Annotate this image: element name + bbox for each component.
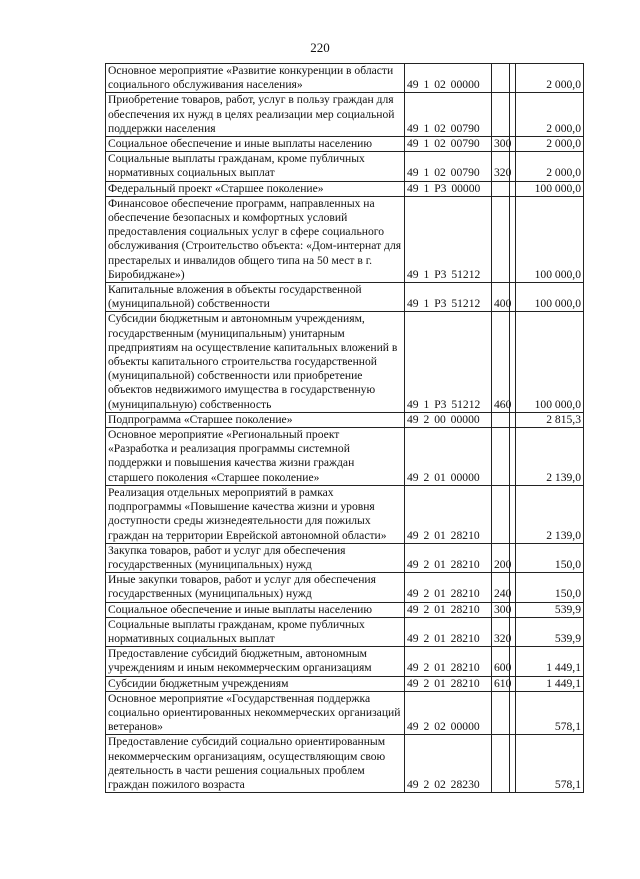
row-name: Социальное обеспечение и иные выплаты населению xyxy=(108,602,373,616)
row-name-cell xyxy=(106,676,405,691)
row-name: Предоставление субсидий социально ориентированным некоммерческим организациям, осуществляющим свою деятельность в части решения социальных проблем граждан пожилого возраста xyxy=(108,735,386,791)
row-expense-type xyxy=(492,735,510,793)
row-amount: 100 000,0 xyxy=(516,196,584,282)
row-code: 49 2 01 28210 xyxy=(405,485,492,543)
row-expense-type: 460 xyxy=(492,312,510,412)
row-code: 49 1 P3 51212 xyxy=(405,283,492,312)
row-name-cell xyxy=(106,573,405,602)
table-row xyxy=(106,543,584,572)
row-expense-type: 300 xyxy=(492,602,510,617)
row-name: Субсидии бюджетным учреждениям xyxy=(108,676,289,690)
row-code: 49 2 01 28210 xyxy=(405,602,492,617)
row-code: 49 2 01 28210 xyxy=(405,617,492,646)
row-code: 49 1 P3 51212 xyxy=(405,312,492,412)
table-row xyxy=(106,283,584,312)
row-code: 49 2 02 28230 xyxy=(405,735,492,793)
table-row xyxy=(106,312,584,412)
row-code: 49 2 01 28210 xyxy=(405,573,492,602)
row-code: 49 1 02 00790 xyxy=(405,152,492,181)
row-name-cell xyxy=(106,617,405,646)
row-code: 49 2 01 28210 xyxy=(405,543,492,572)
row-name: Реализация отдельных мероприятий в рамках подпрограммы «Повышение качества жизни и уровня доступности среды жизнедеятельности для пожилых граждан на территории Еврейской автономной области» xyxy=(108,485,387,542)
table-row xyxy=(106,647,584,676)
row-name-cell xyxy=(106,283,405,312)
row-amount: 2 000,0 xyxy=(516,93,584,137)
row-expense-type: 320 xyxy=(492,152,510,181)
budget-table xyxy=(105,63,584,793)
row-code: 49 2 01 28210 xyxy=(405,647,492,676)
row-name: Основное мероприятие «Развитие конкуренции в области социального обслуживания населения» xyxy=(108,64,394,92)
table-row xyxy=(106,602,584,617)
row-amount: 2 139,0 xyxy=(516,485,584,543)
table-row xyxy=(106,617,584,646)
row-name-cell xyxy=(106,691,405,735)
table-row xyxy=(106,573,584,602)
row-code: 49 1 02 00790 xyxy=(405,93,492,137)
table-row xyxy=(106,485,584,543)
row-name-cell xyxy=(106,647,405,676)
row-code: 49 1 02 00000 xyxy=(405,64,492,93)
row-name-cell xyxy=(106,543,405,572)
row-expense-type xyxy=(492,412,510,427)
table-row xyxy=(106,676,584,691)
row-expense-type xyxy=(492,93,510,137)
row-expense-type: 320 xyxy=(492,617,510,646)
table-row xyxy=(106,152,584,181)
row-amount: 2 000,0 xyxy=(516,152,584,181)
table-row xyxy=(106,428,584,486)
row-name-cell xyxy=(106,64,405,93)
row-expense-type: 240 xyxy=(492,573,510,602)
table-row xyxy=(106,691,584,735)
row-name: Предоставление субсидий бюджетным, автономным учреждениям и иным некоммерческим организациям xyxy=(108,647,372,675)
row-name: Капитальные вложения в объекты государственной (муниципальной) собственности xyxy=(108,283,362,311)
row-code: 49 1 02 00790 xyxy=(405,137,492,152)
table-row xyxy=(106,196,584,282)
row-name-cell xyxy=(106,485,405,543)
row-code: 49 2 01 00000 xyxy=(405,428,492,486)
row-name-cell xyxy=(106,735,405,793)
row-name: Закупка товаров, работ и услуг для обеспечения государственных (муниципальных) нужд xyxy=(108,543,346,571)
row-expense-type xyxy=(492,428,510,486)
row-name-cell xyxy=(106,137,405,152)
row-expense-type: 400 xyxy=(492,283,510,312)
row-amount: 100 000,0 xyxy=(516,181,584,196)
row-expense-type: 610 xyxy=(492,676,510,691)
row-expense-type: 200 xyxy=(492,543,510,572)
row-name: Основное мероприятие «Государственная поддержка социально ориентированных некоммерческих организаций ветеранов» xyxy=(108,691,401,734)
row-amount: 100 000,0 xyxy=(516,312,584,412)
row-name: Приобретение товаров, работ, услуг в пользу граждан для обеспечения их нужд в целях реализации мер социальной поддержки населения xyxy=(108,93,395,135)
table-row xyxy=(106,64,584,93)
row-expense-type: 600 xyxy=(492,647,510,676)
row-amount: 2 000,0 xyxy=(516,64,584,93)
row-name: Социальное обеспечение и иные выплаты населению xyxy=(108,137,373,151)
row-name: Иные закупки товаров, работ и услуг для обеспечения государственных (муниципальных) нужд xyxy=(108,573,376,601)
row-name: Подпрограмма «Старшее поколение» xyxy=(108,412,293,426)
row-code: 49 2 00 00000 xyxy=(405,412,492,427)
row-amount: 1 449,1 xyxy=(516,676,584,691)
row-expense-type xyxy=(492,181,510,196)
row-name: Финансовое обеспечение программ, направленных на обеспечение безопасных и комфортных условий предоставления социальных услуг в сфере социального обслуживания (Строительство объекта: «Дом-интернат для престарелых и инвалидов общего типа на 50 мест в г. Биробиджане») xyxy=(108,196,402,281)
row-code: 49 1 P3 00000 xyxy=(405,181,492,196)
row-name-cell xyxy=(106,181,405,196)
row-code: 49 2 02 00000 xyxy=(405,691,492,735)
row-amount: 150,0 xyxy=(516,573,584,602)
row-amount: 578,1 xyxy=(516,691,584,735)
row-code: 49 2 01 28210 xyxy=(405,676,492,691)
row-name: Основное мероприятие «Региональный проект «Разработка и реализация программы системной поддержки и повышения качества жизни граждан старшего поколения «Старшее поколение» xyxy=(108,428,355,484)
row-amount: 578,1 xyxy=(516,735,584,793)
row-amount: 2 815,3 xyxy=(516,412,584,427)
row-expense-type xyxy=(492,485,510,543)
row-name-cell xyxy=(106,196,405,282)
row-name-cell xyxy=(106,152,405,181)
row-name-cell xyxy=(106,93,405,137)
table-row xyxy=(106,137,584,152)
page-number: 220 xyxy=(310,40,330,55)
row-amount: 100 000,0 xyxy=(516,283,584,312)
row-expense-type: 300 xyxy=(492,137,510,152)
table-row xyxy=(106,181,584,196)
row-name-cell xyxy=(106,428,405,486)
row-name: Социальные выплаты гражданам, кроме публичных нормативных социальных выплат xyxy=(108,617,365,645)
table-row xyxy=(106,735,584,793)
row-name: Федеральный проект «Старшее поколение» xyxy=(108,181,324,195)
budget-table-body xyxy=(106,64,584,793)
row-amount: 539,9 xyxy=(516,617,584,646)
row-expense-type xyxy=(492,691,510,735)
table-row xyxy=(106,412,584,427)
row-name-cell xyxy=(106,312,405,412)
row-name-cell xyxy=(106,602,405,617)
row-expense-type xyxy=(492,196,510,282)
row-expense-type xyxy=(492,64,510,93)
row-amount: 2 139,0 xyxy=(516,428,584,486)
row-amount: 539,9 xyxy=(516,602,584,617)
row-code: 49 1 P3 51212 xyxy=(405,196,492,282)
row-amount: 2 000,0 xyxy=(516,137,584,152)
row-amount: 150,0 xyxy=(516,543,584,572)
row-name-cell xyxy=(106,412,405,427)
row-name: Субсидии бюджетным и автономным учреждениям, государственным (муниципальным) унитарным предприятиям на осуществление капитальных вложений в объекты капитального строительства государственной (муниципальной) собственности или приобретение объектов недвижимого имущества в государственную (муниципальную) собственность xyxy=(108,312,398,411)
table-row xyxy=(106,93,584,137)
row-amount: 1 449,1 xyxy=(516,647,584,676)
row-name: Социальные выплаты гражданам, кроме публичных нормативных социальных выплат xyxy=(108,152,365,180)
